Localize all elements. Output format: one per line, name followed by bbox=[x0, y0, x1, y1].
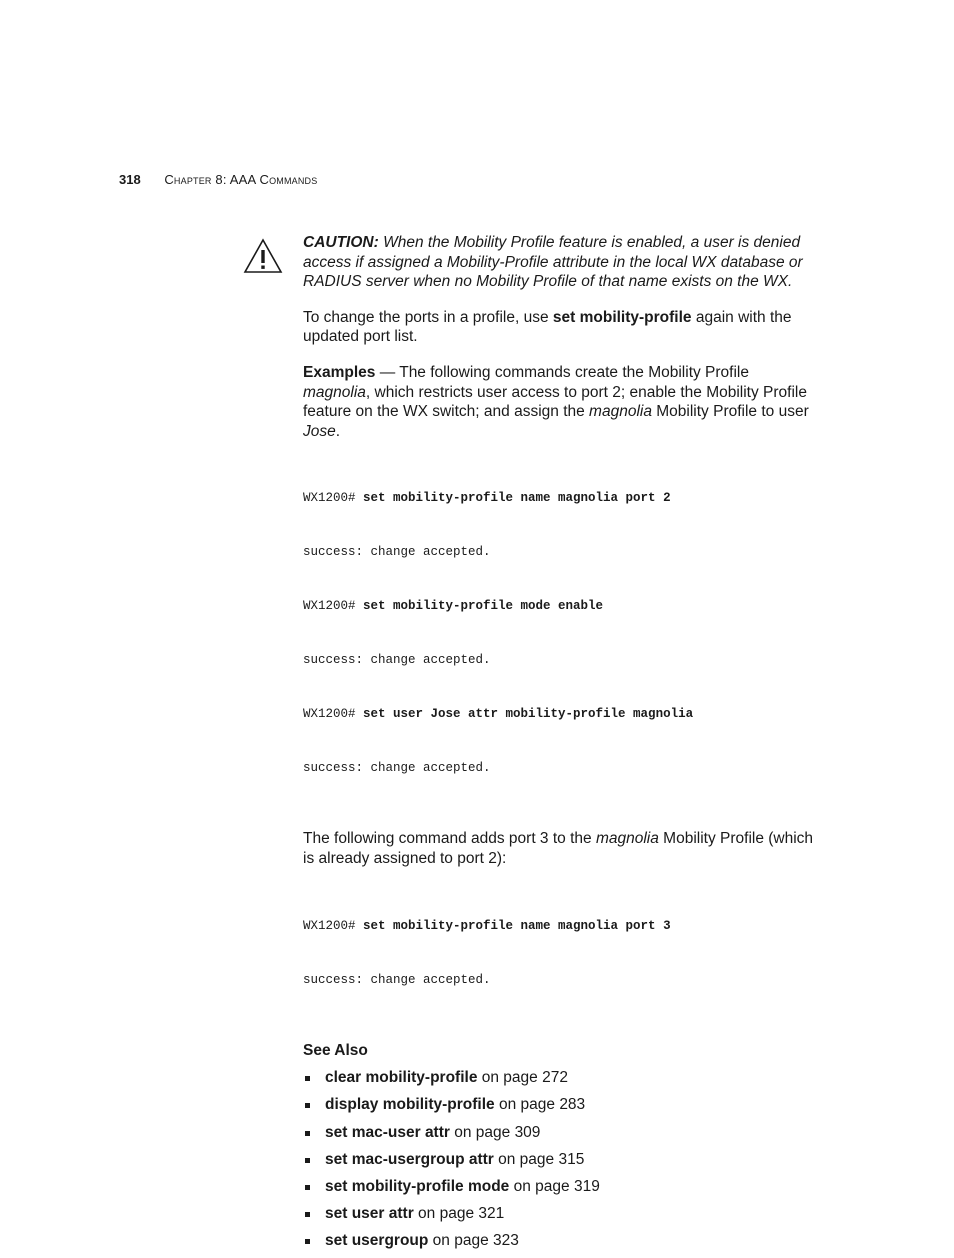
bullet-icon bbox=[305, 1131, 310, 1136]
examples-italic-1: magnolia bbox=[303, 383, 366, 401]
bullet-icon bbox=[305, 1185, 310, 1190]
see-also-page-ref: on page 283 bbox=[494, 1096, 586, 1114]
code-command: set mobility-profile mode enable bbox=[363, 599, 604, 614]
code-prompt: WX1200# bbox=[303, 707, 364, 722]
see-also-page-ref: on page 323 bbox=[428, 1232, 519, 1250]
see-also-item bbox=[303, 1231, 818, 1251]
see-also-heading: See Also bbox=[303, 1041, 368, 1059]
code-line bbox=[303, 705, 818, 723]
see-also-command: clear mobility-profile bbox=[325, 1069, 478, 1087]
caution-paragraph bbox=[303, 233, 818, 292]
examples-italic-3: Jose bbox=[303, 422, 336, 440]
see-also-command: set usergroup bbox=[325, 1232, 429, 1250]
code-prompt: WX1200# bbox=[303, 491, 364, 506]
caution-label: CAUTION: bbox=[303, 234, 379, 251]
page-number: 318 bbox=[119, 172, 141, 187]
add-port-italic: magnolia bbox=[595, 830, 659, 848]
code-command: set mobility-profile name magnolia port 2 bbox=[363, 491, 671, 506]
see-also-item bbox=[303, 1068, 818, 1088]
code-line bbox=[303, 597, 818, 615]
change-ports-text-2: again with the updated port list. bbox=[303, 308, 792, 346]
code-line bbox=[303, 489, 818, 507]
bullet-icon bbox=[305, 1239, 310, 1244]
see-also-command: display mobility-profile bbox=[325, 1096, 495, 1114]
add-port-text-2: Mobility Profile (which is already assigned to port 2): bbox=[303, 830, 814, 867]
bullet-icon bbox=[305, 1103, 310, 1108]
caution-triangle-icon bbox=[243, 238, 283, 274]
examples-text-3: Mobility Profile to user bbox=[651, 403, 809, 421]
see-also-item bbox=[303, 1123, 818, 1143]
change-ports-text-1: To change the ports in a profile, use bbox=[303, 308, 553, 326]
examples-text-4: . bbox=[335, 422, 341, 440]
code-line bbox=[303, 543, 818, 561]
see-also-page-ref: on page 321 bbox=[413, 1205, 505, 1223]
see-also-command: set mac-user attr bbox=[325, 1123, 450, 1141]
see-also-list bbox=[303, 1068, 818, 1251]
chapter-title: Chapter 8: AAA Commands bbox=[164, 172, 318, 187]
see-also-item bbox=[303, 1150, 818, 1170]
see-also-command: set mobility-profile mode bbox=[325, 1177, 510, 1195]
examples-label: Examples bbox=[303, 363, 376, 381]
code-line bbox=[303, 971, 818, 989]
page-header bbox=[119, 171, 317, 189]
see-also-page-ref: on page 319 bbox=[509, 1177, 600, 1195]
examples-text-2: , which restricts user access to port 2; enable the Mobility Profile feature on the WX switch; and assign the bbox=[303, 383, 807, 421]
see-also-command: set mac-usergroup attr bbox=[325, 1150, 494, 1168]
change-ports-paragraph bbox=[303, 308, 818, 347]
code-line bbox=[303, 651, 818, 669]
see-also-item bbox=[303, 1177, 818, 1197]
code-prompt: WX1200# bbox=[303, 918, 364, 933]
code-prompt: WX1200# bbox=[303, 599, 364, 614]
see-also-item bbox=[303, 1095, 818, 1115]
code-line bbox=[303, 759, 818, 777]
code-block-1 bbox=[303, 453, 818, 813]
see-also-page-ref: on page 315 bbox=[493, 1150, 585, 1168]
caution-body: When the Mobility Profile feature is enabled, a user is denied access if assigned a Mobility-Profile attribute in the local WX database or RADIUS server when no Mobility Profile of that name exists on the WX. bbox=[303, 234, 803, 291]
add-port-text-1: The following command adds port 3 to the bbox=[303, 830, 596, 848]
bullet-icon bbox=[305, 1212, 310, 1217]
code-line bbox=[303, 917, 818, 935]
see-also-item bbox=[303, 1204, 818, 1224]
examples-text-1: — The following commands create the Mobility Profile bbox=[375, 363, 749, 381]
see-also-page-ref: on page 272 bbox=[477, 1069, 568, 1087]
see-also-page-ref: on page 309 bbox=[449, 1123, 541, 1141]
add-port-paragraph bbox=[303, 829, 818, 868]
change-ports-command: set mobility-profile bbox=[552, 308, 692, 326]
bullet-icon bbox=[305, 1158, 310, 1163]
examples-paragraph bbox=[303, 363, 818, 441]
code-output: success: change accepted. bbox=[303, 545, 491, 560]
code-command: set mobility-profile name magnolia port 3 bbox=[363, 918, 671, 933]
code-command: set user Jose attr mobility-profile magnolia bbox=[363, 707, 694, 722]
code-block-2 bbox=[303, 881, 818, 1025]
code-output: success: change accepted. bbox=[303, 653, 491, 668]
bullet-icon bbox=[305, 1076, 310, 1081]
examples-italic-2: magnolia bbox=[589, 403, 652, 421]
see-also-command: set user attr bbox=[325, 1205, 414, 1223]
code-output: success: change accepted. bbox=[303, 972, 491, 987]
main-content bbox=[303, 233, 818, 1258]
code-output: success: change accepted. bbox=[303, 761, 491, 776]
